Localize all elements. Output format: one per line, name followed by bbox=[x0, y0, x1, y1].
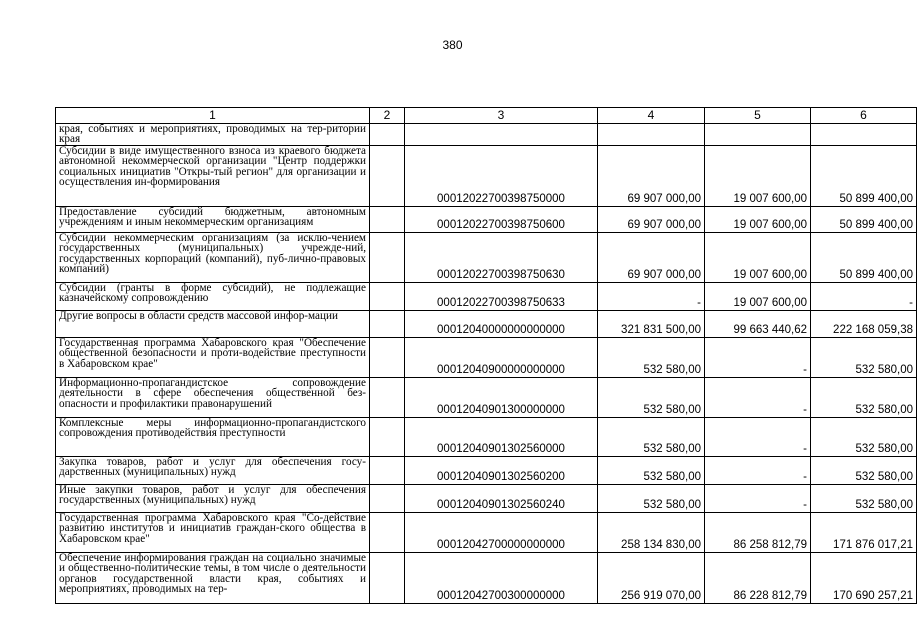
row-code: 00012040901302560000 bbox=[405, 417, 598, 456]
row-code: 00012040901300000000 bbox=[405, 377, 598, 417]
row-name: Государственная программа Хабаровского края "Обеспечение общественной безопасности и проти-водействие преступности в Хабаровском крае" bbox=[56, 337, 370, 377]
row-col5: - bbox=[705, 456, 811, 484]
table-row bbox=[56, 337, 917, 377]
row-col6: 50 899 400,00 bbox=[811, 232, 917, 282]
row-code: 00012042700000000000 bbox=[405, 512, 598, 552]
table-row bbox=[56, 456, 917, 484]
row-name: Субсидии некоммерческим организациям (за исклю-чением государственных (муниципальных) учрежде-ний, государственных корпораций (компаний), пуб-лично-правовых компаний) bbox=[56, 232, 370, 282]
row-col2 bbox=[370, 484, 405, 512]
row-name: Субсидии (гранты в форме субсидий), не подлежащие казначейскому сопровождению bbox=[56, 282, 370, 310]
row-code: 00012022700398750630 bbox=[405, 232, 598, 282]
table-row bbox=[56, 417, 917, 456]
row-col6: 532 580,00 bbox=[811, 484, 917, 512]
row-col5: 99 663 440,62 bbox=[705, 310, 811, 337]
row-col2 bbox=[370, 145, 405, 206]
row-col4: 532 580,00 bbox=[598, 484, 705, 512]
row-col5: 19 007 600,00 bbox=[705, 282, 811, 310]
row-name: Закупка товаров, работ и услуг для обеспечения госу-дарственных (муниципальных) нужд bbox=[56, 456, 370, 484]
row-code: 00012040901302560240 bbox=[405, 484, 598, 512]
row-col4: 321 831 500,00 bbox=[598, 310, 705, 337]
row-name: Предоставление субсидий бюджетным, автономным учреждениям и иным некоммерческим организациям bbox=[56, 206, 370, 232]
row-col6: 532 580,00 bbox=[811, 456, 917, 484]
row-col4: 69 907 000,00 bbox=[598, 206, 705, 232]
row-col4: 258 134 830,00 bbox=[598, 512, 705, 552]
row-col5: 86 228 812,79 bbox=[705, 552, 811, 603]
row-col6: 171 876 017,21 bbox=[811, 512, 917, 552]
column-header-3: 3 bbox=[405, 108, 598, 124]
row-code: 00012040900000000000 bbox=[405, 337, 598, 377]
row-col4: 532 580,00 bbox=[598, 337, 705, 377]
row-col2 bbox=[370, 512, 405, 552]
table-row bbox=[56, 552, 917, 603]
column-header-1: 1 bbox=[56, 108, 370, 124]
column-header-5: 5 bbox=[705, 108, 811, 124]
row-col2 bbox=[370, 417, 405, 456]
table-row bbox=[56, 124, 917, 146]
row-col6: 222 168 059,38 bbox=[811, 310, 917, 337]
row-col6: 170 690 257,21 bbox=[811, 552, 917, 603]
row-col5: 86 258 812,79 bbox=[705, 512, 811, 552]
row-name: Комплексные меры информационно-пропагандистского сопровождения противодействия преступности bbox=[56, 417, 370, 456]
row-col4: 256 919 070,00 bbox=[598, 552, 705, 603]
row-col6 bbox=[811, 124, 917, 146]
table-row bbox=[56, 145, 917, 206]
table-row bbox=[56, 206, 917, 232]
table-row bbox=[56, 310, 917, 337]
row-col6: 532 580,00 bbox=[811, 377, 917, 417]
table-row bbox=[56, 282, 917, 310]
row-col6: 532 580,00 bbox=[811, 337, 917, 377]
row-code: 00012042700300000000 bbox=[405, 552, 598, 603]
row-col2 bbox=[370, 232, 405, 282]
row-code: 00012022700398750000 bbox=[405, 145, 598, 206]
row-col6: 50 899 400,00 bbox=[811, 206, 917, 232]
row-col6: - bbox=[811, 282, 917, 310]
row-code: 00012022700398750600 bbox=[405, 206, 598, 232]
row-code: 00012040000000000000 bbox=[405, 310, 598, 337]
row-name: края, событиях и мероприятиях, проводимых на тер-ритории края bbox=[56, 124, 370, 146]
table-row bbox=[56, 232, 917, 282]
header-row bbox=[56, 108, 917, 124]
row-col4: 69 907 000,00 bbox=[598, 145, 705, 206]
row-col4 bbox=[598, 124, 705, 146]
table-row bbox=[56, 512, 917, 552]
row-col2 bbox=[370, 310, 405, 337]
table-row bbox=[56, 484, 917, 512]
row-col5: - bbox=[705, 337, 811, 377]
column-header-2: 2 bbox=[370, 108, 405, 124]
row-code: 00012040901302560200 bbox=[405, 456, 598, 484]
row-col4: 532 580,00 bbox=[598, 417, 705, 456]
row-name: Государственная программа Хабаровского края "Со-действие развитию институтов и инициатив граждан-ского общества в Хабаровском крае" bbox=[56, 512, 370, 552]
row-code: 00012022700398750633 bbox=[405, 282, 598, 310]
column-header-6: 6 bbox=[811, 108, 917, 124]
row-col5: 19 007 600,00 bbox=[705, 145, 811, 206]
budget-table bbox=[55, 107, 917, 604]
row-col2 bbox=[370, 337, 405, 377]
row-col5: - bbox=[705, 484, 811, 512]
row-col4: - bbox=[598, 282, 705, 310]
row-col5 bbox=[705, 124, 811, 146]
page-number: 380 bbox=[442, 38, 463, 52]
row-code bbox=[405, 124, 598, 146]
row-col2 bbox=[370, 282, 405, 310]
row-name: Иные закупки товаров, работ и услуг для обеспечения государственных (муниципальных) нужд bbox=[56, 484, 370, 512]
row-name: Субсидии в виде имущественного взноса из краевого бюджета автономной некоммерческой организации "Центр поддержки социальных инициатив "Откры-тый регион" для организации и осуществления ин-формирования bbox=[56, 145, 370, 206]
row-col6: 532 580,00 bbox=[811, 417, 917, 456]
column-header-4: 4 bbox=[598, 108, 705, 124]
row-col5: - bbox=[705, 377, 811, 417]
row-name: Обеспечение информирования граждан на социально значимые и общественно-политические темы, в том числе о деятельности органов государственной власти края, событиях и мероприятиях, проводимых на тер- bbox=[56, 552, 370, 603]
row-col4: 69 907 000,00 bbox=[598, 232, 705, 282]
row-col6: 50 899 400,00 bbox=[811, 145, 917, 206]
row-col5: - bbox=[705, 417, 811, 456]
row-col4: 532 580,00 bbox=[598, 377, 705, 417]
row-col2 bbox=[370, 552, 405, 603]
row-col2 bbox=[370, 377, 405, 417]
row-col4: 532 580,00 bbox=[598, 456, 705, 484]
row-name: Другие вопросы в области средств массовой инфор-мации bbox=[56, 310, 370, 337]
row-col5: 19 007 600,00 bbox=[705, 232, 811, 282]
row-name: Информационно-пропагандистское сопровождение деятельности в сфере обеспечения общественной без-опасности и профилактики правонарушений bbox=[56, 377, 370, 417]
table-row bbox=[56, 377, 917, 417]
row-col5: 19 007 600,00 bbox=[705, 206, 811, 232]
row-col2 bbox=[370, 124, 405, 146]
row-col2 bbox=[370, 456, 405, 484]
row-col2 bbox=[370, 206, 405, 232]
